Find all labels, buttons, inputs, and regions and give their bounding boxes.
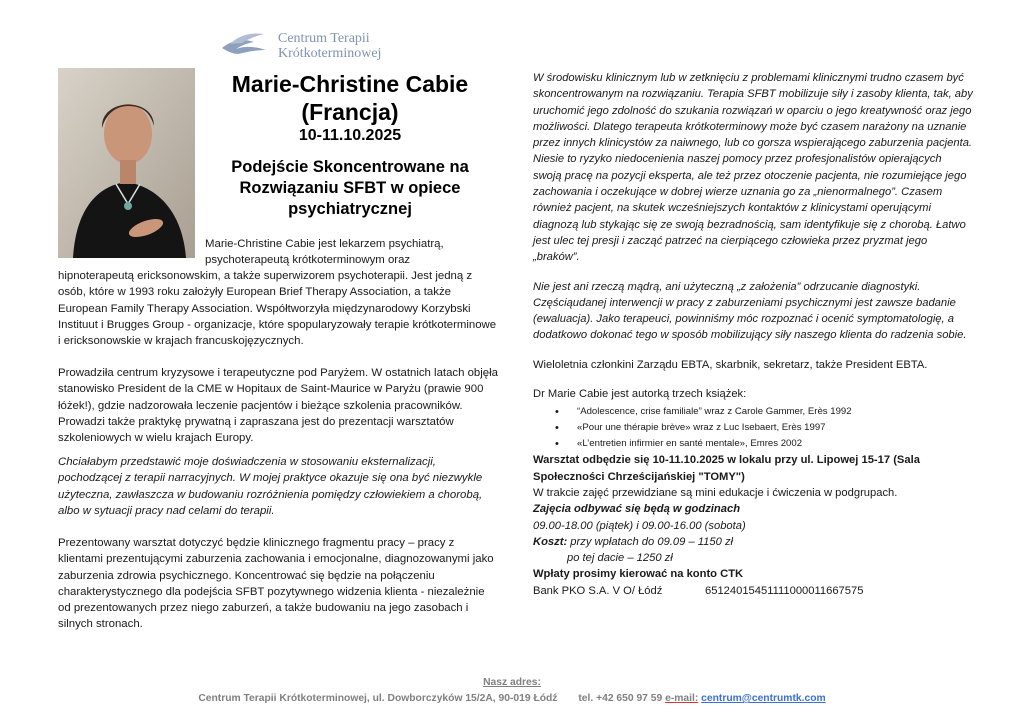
quote-paragraph: Chciałabym przedstawić moje doświadczenia w stosowaniu eksternalizacji, pochodzącej z terapii narracyjnych. W mojej praktyce okazuje się ona być niezwykle użyteczna, zawłaszcza w budowaniu rozróżnienia pomiędzy człowiekiem a chorobą, albo w sytuacji pracy nad celami do terapii. xyxy=(58,456,483,517)
footer-email-link[interactable]: centrum@centrumtk.com xyxy=(701,693,826,704)
footer-phone: tel. +42 650 97 59 xyxy=(578,693,663,704)
footer-contact xyxy=(0,693,1024,704)
list-item: • “Adolescence, crise familiale” wraz z Carole Gammer, Erès 1992 xyxy=(533,404,973,420)
footer-address: Centrum Terapii Krótkoterminowej, ul. Dowborczyków 15/2A, 90-019 Łódź xyxy=(198,693,558,704)
bank-info xyxy=(533,583,973,599)
bird-logo-icon xyxy=(220,30,272,56)
venue-info: Warsztat odbędzie się 10-11.10.2025 w lokalu przy ul. Lipowej 15-17 (Sala Społeczności Chrześcijańskiej "TOMY") xyxy=(533,454,920,483)
bio-text: hipnoterapeutą ericksonowskim, a także superwizorem psychoterapii. Jest jedną z osób, które w 1993 roku założyły European Brief Therapy Association, a także European Family Therapy Association. Współtworzyła międzynarodowy Korzybski Instituut i Brugges Group - organizacje, które spopularyzowały terapie krótkoterminowe i ericksonowskie w krajach francuskojęzycznych. xyxy=(58,270,497,348)
logo-line-1: Centrum Terapii xyxy=(278,31,370,46)
footer-email-label: e-mail: xyxy=(665,693,699,704)
footer-label: Nasz adres: xyxy=(483,677,541,688)
footer xyxy=(0,677,1024,704)
hours-title: Zajęcia odbywać się będą w godzinach xyxy=(533,503,741,516)
diagnosis-paragraph: Nie jest ani rzeczą mądrą, ani użyteczną „z założenia” odrzucanie diagnostyki. Częściąudanej interwencji w pracy z zaburzeniami psychicznymi jest zawsze badanie (ewaluacja). Jako terapeuci, powinniśmy móc rozpoznać i ocenić symptomatologię, a dodatkowo dokonać tego w sposób mobilizujący siły naszego klienta do radzenia sobie. xyxy=(533,280,967,342)
cost-info xyxy=(533,534,973,550)
books-intro: Dr Marie Cabie jest autorką trzech książek: xyxy=(533,388,747,401)
list-item: • «Pour une thérapie brève» wraz z Luc Isebaert, Erès 1997 xyxy=(533,420,973,436)
ebta-membership: Wieloletnia członkini Zarządu EBTA, skarbnik, sekretarz, także President EBTA. xyxy=(533,358,928,371)
books-list xyxy=(533,404,973,452)
ctk-logo xyxy=(220,22,420,66)
account-number: 65124015451111000011667575 xyxy=(705,584,864,597)
format-info: W trakcie zajęć przewidziane są mini edukacje i ćwiczenia w podgrupach. xyxy=(533,486,898,499)
workshop-description: Prezentowany warsztat dotyczyć będzie klinicznego fragmentu pracy – pracy z klientami prezentującymi zaburzenia zachowania i emocjonalne, diagnozowanymi jako zaburzenia zdrowia psychicznego. Koncentrować się będzie na połączeniu charakterystycznego dla podejścia SFBT pozytywnego widzenia klienta - niezależnie od prezentowanych przez niego zaburzeń, a także budowaniu na jego zasobach i silnych stronach. xyxy=(58,537,494,631)
workshop-date: 10-11.10.2025 xyxy=(298,127,402,144)
hours-info: 09.00-18.00 (piątek) i 09.00-16.00 (sobota) xyxy=(533,519,746,532)
career-paragraph: Prowadziła centrum kryzysowe i terapeutyczne pod Paryżem. W ostatnich latach objęła stanowisko President de la CME w Hopitaux de Saint-Maurice w Paryżu (prawie 900 łóżek!), gdzie nadzorowała leczenie pacjentów i bieżące szkolenia pracowników. Prowadzi także praktykę prywatną i zapraszana jest do prezentacji warsztatów szkoleniowych w wielu krajach Europy. xyxy=(58,367,499,445)
speaker-photo xyxy=(58,68,195,258)
cost-early: przy wpłatach do 09.09 – 1150 zł xyxy=(567,535,734,548)
bio-intro: Marie-Christine Cabie jest lekarzem psychiatrą, psychoterapeutą krótkoterminowym oraz xyxy=(205,238,444,266)
workshop-topic: Podejście Skoncentrowane na Rozwiązaniu SFBT w opiece psychiatrycznej xyxy=(231,158,469,218)
logo-line-2: Krótkoterminowej xyxy=(278,46,382,61)
list-item: • «L’entretien infirmier en santé mentale», Emres 2002 xyxy=(533,436,973,452)
cost-label: Koszt: xyxy=(533,535,568,548)
bank-name: Bank PKO S.A. V O/ Łódź xyxy=(533,584,663,597)
clinical-paragraph: W środowisku klinicznym lub w zetknięciu z problemami klinicznymi trudno czasem być skoncentrowanym na rozwiązaniu. Terapia SFBT mobilizuje siły i zasoby klienta, tak, aby uruchomić jego zdolność do szukania rozwiązań w oparciu o jego kreatywność oraz jego możliwości. Dlatego terapeuta krótkoterminowy może być czasem narażony na uznanie przez innych klinicystów za naiwnego, lub co gorsza wspierającego zaburzenia pacjenta. Niesie to ryzyko niedocenienia naszej pomocy przez profesjonalistów opierających swoją pracę na pozycji eksperta, ale też przez otoczenie pacjenta, nie rozumiejące jego zachowania i oczekujące w dobrej wierze uznania go za „nienormalnego”. Czasem również pacjent, na skutek wcześniejszych kontaktów z klinicystami operującymi diagnozą lub stykając się ze swoją bezradnością, sam identyfikuje się z chorobą. Łatwo jest ulec tej presji i zacząć patrzeć na cierpiącego człowieka przez pryzmat jego „braków”. xyxy=(533,72,973,264)
payment-title: Wpłaty prosimy kierować na konto CTK xyxy=(533,568,744,581)
title-block xyxy=(200,70,500,220)
cost-late: po tej dacie – 1250 zł xyxy=(567,552,673,565)
right-column xyxy=(533,70,973,599)
speaker-name: Marie-Christine Cabie (Francja) xyxy=(231,71,469,125)
